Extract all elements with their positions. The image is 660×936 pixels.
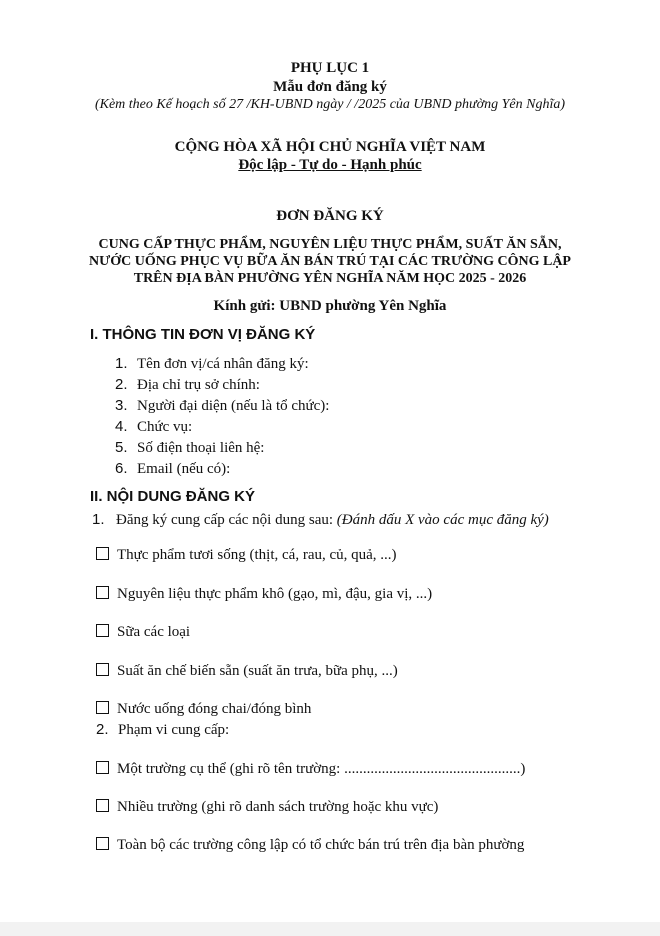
item-number: 1. [115, 355, 128, 372]
option-label: Toàn bộ các trường công lập có tổ chức bán trú trên địa bàn phường [117, 837, 525, 853]
question-2-number: 2. [96, 721, 109, 738]
section-1-heading: I. THÔNG TIN ĐƠN VỊ ĐĂNG KÝ [90, 326, 316, 343]
question-1 [92, 511, 549, 529]
item-number: 2. [115, 376, 128, 393]
question-2-text: Phạm vi cung cấp: [118, 722, 230, 738]
info-field[interactable] [115, 439, 264, 457]
appendix-label: PHỤ LỤC 1 [290, 60, 370, 76]
checkbox-icon[interactable] [96, 799, 109, 812]
info-field[interactable] [115, 397, 329, 415]
info-field[interactable] [115, 418, 192, 436]
checkbox-icon[interactable] [96, 586, 109, 599]
field-label: Email (nếu có): [137, 461, 231, 477]
option-checkbox[interactable] [96, 837, 524, 854]
option-label: Suất ăn chế biến sẵn (suất ăn trưa, bữa phụ, ...) [117, 663, 398, 679]
checkbox-icon[interactable] [96, 837, 109, 850]
option-checkbox[interactable] [96, 701, 311, 718]
checkbox-icon[interactable] [96, 701, 109, 714]
title-line-2: NƯỚC UỐNG PHỤC VỤ BỮA ĂN BÁN TRÚ TẠI CÁC TRƯỜNG CÔNG LẬP [89, 254, 571, 269]
option-label: Nước uống đóng chai/đóng bình [117, 701, 312, 717]
document-title: ĐƠN ĐĂNG KÝ [276, 208, 384, 224]
option-checkbox[interactable] [96, 586, 432, 603]
form-title: Mẫu đơn đăng ký [273, 79, 387, 95]
field-label: Người đại diện (nếu là tổ chức): [137, 398, 330, 414]
question-1-number: 1. [92, 511, 105, 528]
info-field[interactable] [115, 376, 260, 394]
field-label: Địa chỉ trụ sở chính: [137, 377, 260, 393]
option-checkbox[interactable] [96, 547, 397, 564]
item-number: 3. [115, 397, 128, 414]
option-label: Sữa các loại [117, 624, 191, 640]
question-2 [96, 721, 229, 739]
attachment-note: (Kèm theo Kế hoạch số 27 /KH-UBND ngày / /2025 của UBND phường Yên Nghĩa) [94, 97, 566, 112]
title-line-1: CUNG CẤP THỰC PHẨM, NGUYÊN LIỆU THỰC PHẨM, SUẤT ĂN SẴN, [98, 237, 562, 252]
question-1-note: (Đánh dấu X vào các mục đăng ký) [336, 512, 549, 528]
item-number: 4. [115, 418, 128, 435]
recipient: Kính gửi: UBND phường Yên Nghĩa [213, 298, 447, 314]
question-1-text: Đăng ký cung cấp các nội dung sau: [116, 512, 334, 528]
country-name: CỘNG HÒA XÃ HỘI CHỦ NGHĨA VIỆT NAM [174, 139, 486, 155]
motto [0, 157, 660, 174]
option-label: Một trường cụ thể (ghi rõ tên trường: ...............................................) [117, 761, 526, 777]
option-label: Nhiều trường (ghi rõ danh sách trường hoặc khu vực) [117, 799, 439, 815]
option-checkbox[interactable] [96, 799, 438, 816]
checkbox-icon[interactable] [96, 547, 109, 560]
title-line-3: TRÊN ĐỊA BÀN PHƯỜNG YÊN NGHĨA NĂM HỌC 2025 - 2026 [133, 271, 527, 286]
option-label: Nguyên liệu thực phẩm khô (gạo, mì, đậu, gia vị, ...) [117, 586, 433, 602]
option-checkbox[interactable] [96, 624, 190, 641]
option-label: Thực phẩm tươi sống (thịt, cá, rau, củ, quả, ...) [117, 547, 397, 563]
option-checkbox[interactable] [96, 761, 525, 778]
field-label: Số điện thoại liên hệ: [137, 440, 265, 456]
item-number: 5. [115, 439, 128, 456]
checkbox-icon[interactable] [96, 663, 109, 676]
info-field[interactable] [115, 355, 309, 373]
option-checkbox[interactable] [96, 663, 398, 680]
page-edge [0, 922, 660, 936]
item-number: 6. [115, 460, 128, 477]
motto-text: Độc lập - Tự do - Hạnh phúc [238, 157, 422, 173]
checkbox-icon[interactable] [96, 624, 109, 637]
checkbox-icon[interactable] [96, 761, 109, 774]
section-2-heading: II. NỘI DUNG ĐĂNG KÝ [90, 488, 256, 505]
field-label: Tên đơn vị/cá nhân đăng ký: [137, 356, 309, 372]
field-label: Chức vụ: [137, 419, 193, 435]
info-field[interactable] [115, 460, 230, 478]
